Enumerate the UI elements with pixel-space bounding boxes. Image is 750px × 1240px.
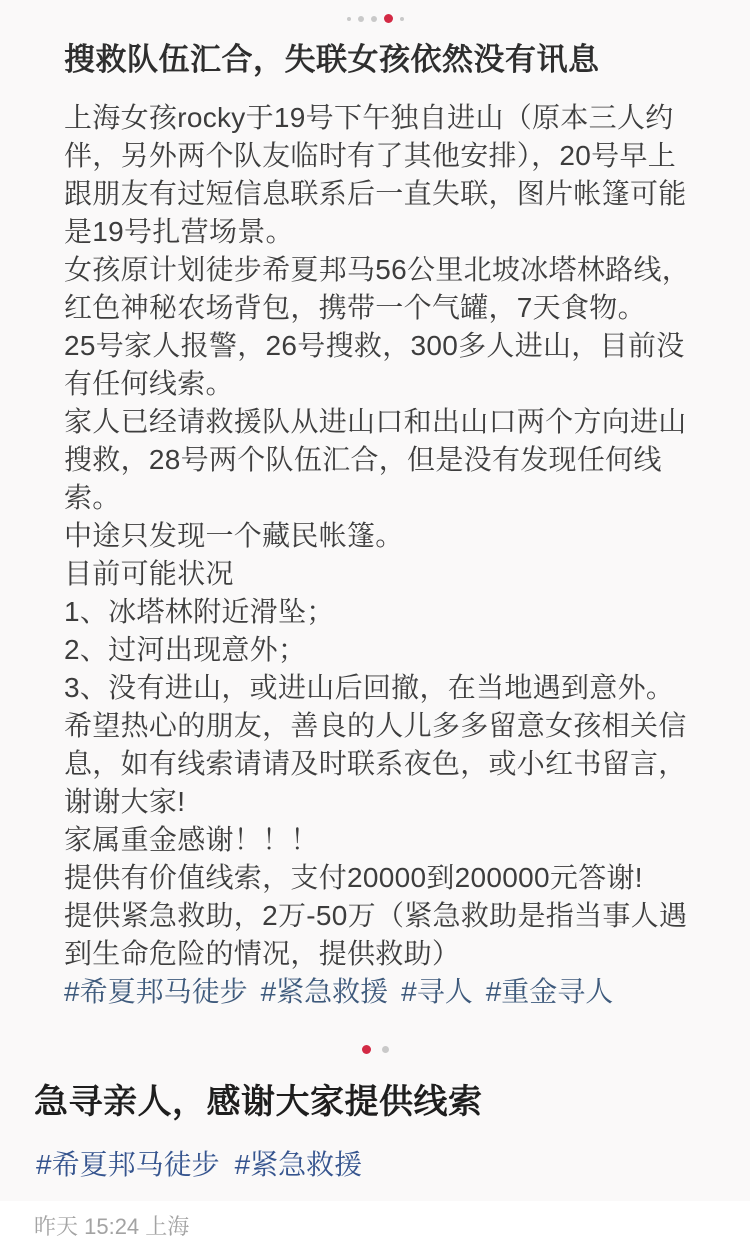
post-paragraph: 希望热心的朋友，善良的人儿多多留意女孩相关信息，如有线索请请及时联系夜色，或小红书留言，谢谢大家! bbox=[64, 710, 687, 817]
hashtag-link[interactable]: #寻人 bbox=[401, 976, 473, 1007]
carousel-dot bbox=[358, 16, 364, 22]
carousel-dot bbox=[400, 17, 404, 21]
post-paragraph: 2、过河出现意外； bbox=[64, 634, 307, 665]
post-timestamp-location: 昨天 15:24 上海 bbox=[34, 1214, 190, 1239]
post-paragraph: 提供有价值线索，支付20000到200000元答谢! bbox=[64, 862, 643, 893]
post-hashtags bbox=[64, 973, 702, 1011]
carousel-dot-active bbox=[362, 1045, 371, 1054]
post-paragraph: 3、没有进山，或进山后回撤，在当地遇到意外。 bbox=[64, 672, 675, 703]
hashtag-link[interactable]: #紧急救援 bbox=[260, 976, 389, 1007]
post-paragraph: 提供紧急救助，2万-50万（紧急救助是指当事人遇到生命危险的情况，提供救助） bbox=[64, 900, 688, 969]
carousel-dot-active bbox=[384, 14, 393, 23]
image-carousel-indicator bbox=[0, 0, 750, 23]
carousel-dot bbox=[347, 17, 351, 21]
post-title: 搜救队伍汇合，失联女孩依然没有讯息 bbox=[64, 42, 600, 77]
post-paragraph: 1、冰塔林附近滑坠； bbox=[64, 596, 335, 627]
post-paragraph: 25号家人报警，26号搜救，300多人进山，目前没有任何线索。 bbox=[64, 330, 685, 399]
post-paragraph: 目前可能状况 bbox=[64, 558, 234, 589]
preview-carousel-indicator bbox=[0, 1045, 750, 1054]
next-post-preview[interactable] bbox=[0, 1080, 750, 1240]
hashtag-link[interactable]: #重金寻人 bbox=[485, 976, 614, 1007]
hashtag-link[interactable]: #希夏邦马徒步 bbox=[64, 976, 248, 1007]
preview-post-title: 急寻亲人，感谢大家提供线索 bbox=[34, 1083, 483, 1121]
hashtag-link[interactable]: #紧急救援 bbox=[234, 1149, 363, 1180]
post-paragraph: 家人已经请救援队从进山口和出山口两个方向进山搜救，28号两个队伍汇合，但是没有发现任何线索。 bbox=[64, 406, 687, 513]
preview-post-hashtags bbox=[36, 1146, 716, 1184]
post-paragraph: 女孩原计划徒步希夏邦马56公里北坡冰塔林路线，红色神秘农场背包，携带一个气罐，7天食物。 bbox=[64, 254, 691, 323]
post-paragraph: 上海女孩rocky于19号下午独自进山（原本三人约伴，另外两个队友临时有了其他安排），20号早上跟朋友有过短信息联系后一直失联，图片帐篷可能是19号扎营场景。 bbox=[64, 102, 687, 247]
post-paragraph: 家属重金感谢！！！ bbox=[64, 824, 319, 855]
post-paragraph: 中途只发现一个藏民帐篷。 bbox=[64, 520, 404, 551]
carousel-dot bbox=[382, 1046, 389, 1053]
hashtag-link[interactable]: #希夏邦马徒步 bbox=[36, 1149, 220, 1180]
carousel-dot bbox=[371, 16, 377, 22]
post-body bbox=[64, 99, 702, 973]
